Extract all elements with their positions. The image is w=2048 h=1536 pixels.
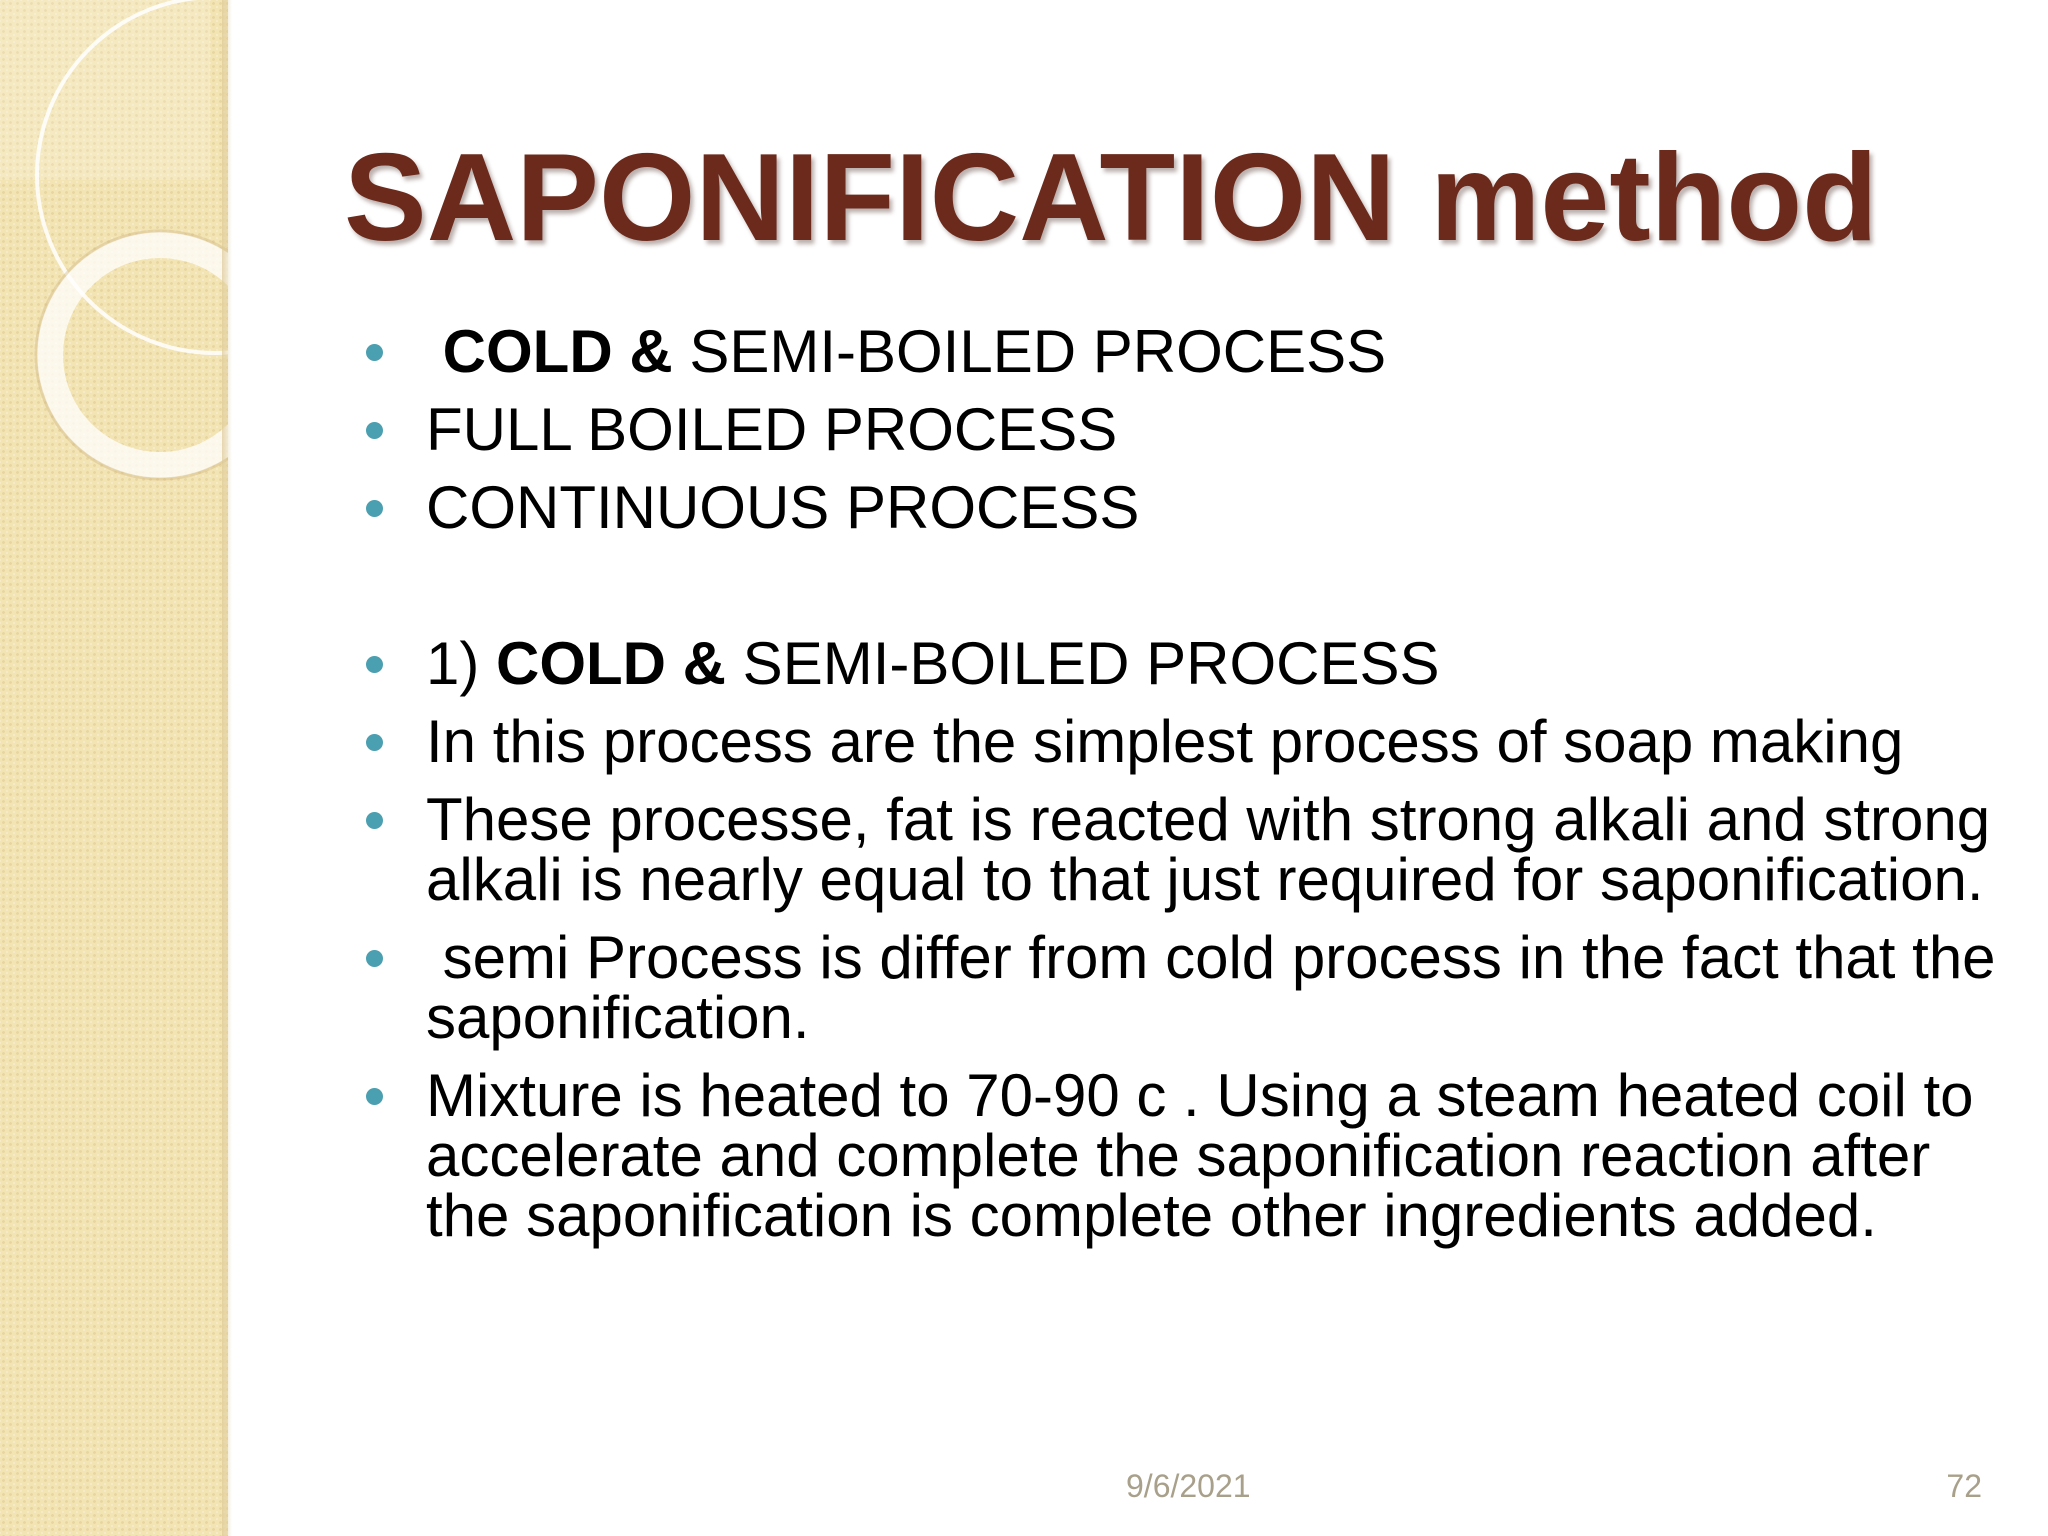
bullet-text: Mixture is heated to 70-90 c . Using a steam heated coil to accelerate and complete the saponification reaction after the saponification is complete other ingredients added.: [426, 1062, 1974, 1249]
bullet-item: [366, 708, 2006, 775]
bullet-dot-icon: [366, 422, 383, 439]
bullet-item: [366, 630, 2006, 697]
bullet-text: semi Process is differ from cold process in the fact that the saponification.: [426, 924, 2013, 1051]
bullet-text: In this process are the simplest process of soap making: [426, 708, 1904, 775]
bullet-lead: 1): [426, 630, 497, 697]
bullet-text: FULL BOILED PROCESS: [426, 396, 1118, 463]
sidebar-edge-shadow: [222, 0, 232, 1536]
bullet-item: [366, 318, 2006, 385]
bullet-item: [366, 924, 2013, 1051]
bullet-bold: COLD &: [442, 318, 673, 385]
bullet-text: These processe, fat is reacted with strong alkali and strong alkali is nearly equal to that just required for saponification.: [426, 786, 1991, 913]
bullet-dot-icon: [366, 734, 383, 751]
bullet-item: [366, 396, 2006, 463]
bullet-item: [366, 474, 2006, 541]
bullet-dot-icon: [366, 1088, 383, 1105]
bullet-lead: [426, 318, 443, 385]
page-number: 72: [1946, 1468, 1982, 1504]
bullet-list: [366, 318, 2013, 1264]
bullet-dot-icon: [366, 812, 383, 829]
bullet-bold: COLD &: [496, 630, 727, 697]
slide-title: SAPONIFICATION method: [344, 129, 1878, 267]
bullet-item: [366, 1062, 2006, 1249]
bullet-dot-icon: [366, 656, 383, 673]
bullet-text: SEMI-BOILED PROCESS: [672, 318, 1387, 385]
decorative-rings: [0, 0, 228, 520]
bullet-dot-icon: [366, 344, 383, 361]
footer-date: 9/6/2021: [1126, 1468, 1251, 1504]
bullet-item: [366, 786, 2006, 913]
bullet-text: SEMI-BOILED PROCESS: [726, 630, 1440, 697]
bullet-dot-icon: [366, 950, 383, 967]
bullet-dot-icon: [366, 500, 383, 517]
decorative-sidebar: [0, 0, 228, 1536]
bullet-text: CONTINUOUS PROCESS: [426, 474, 1140, 541]
